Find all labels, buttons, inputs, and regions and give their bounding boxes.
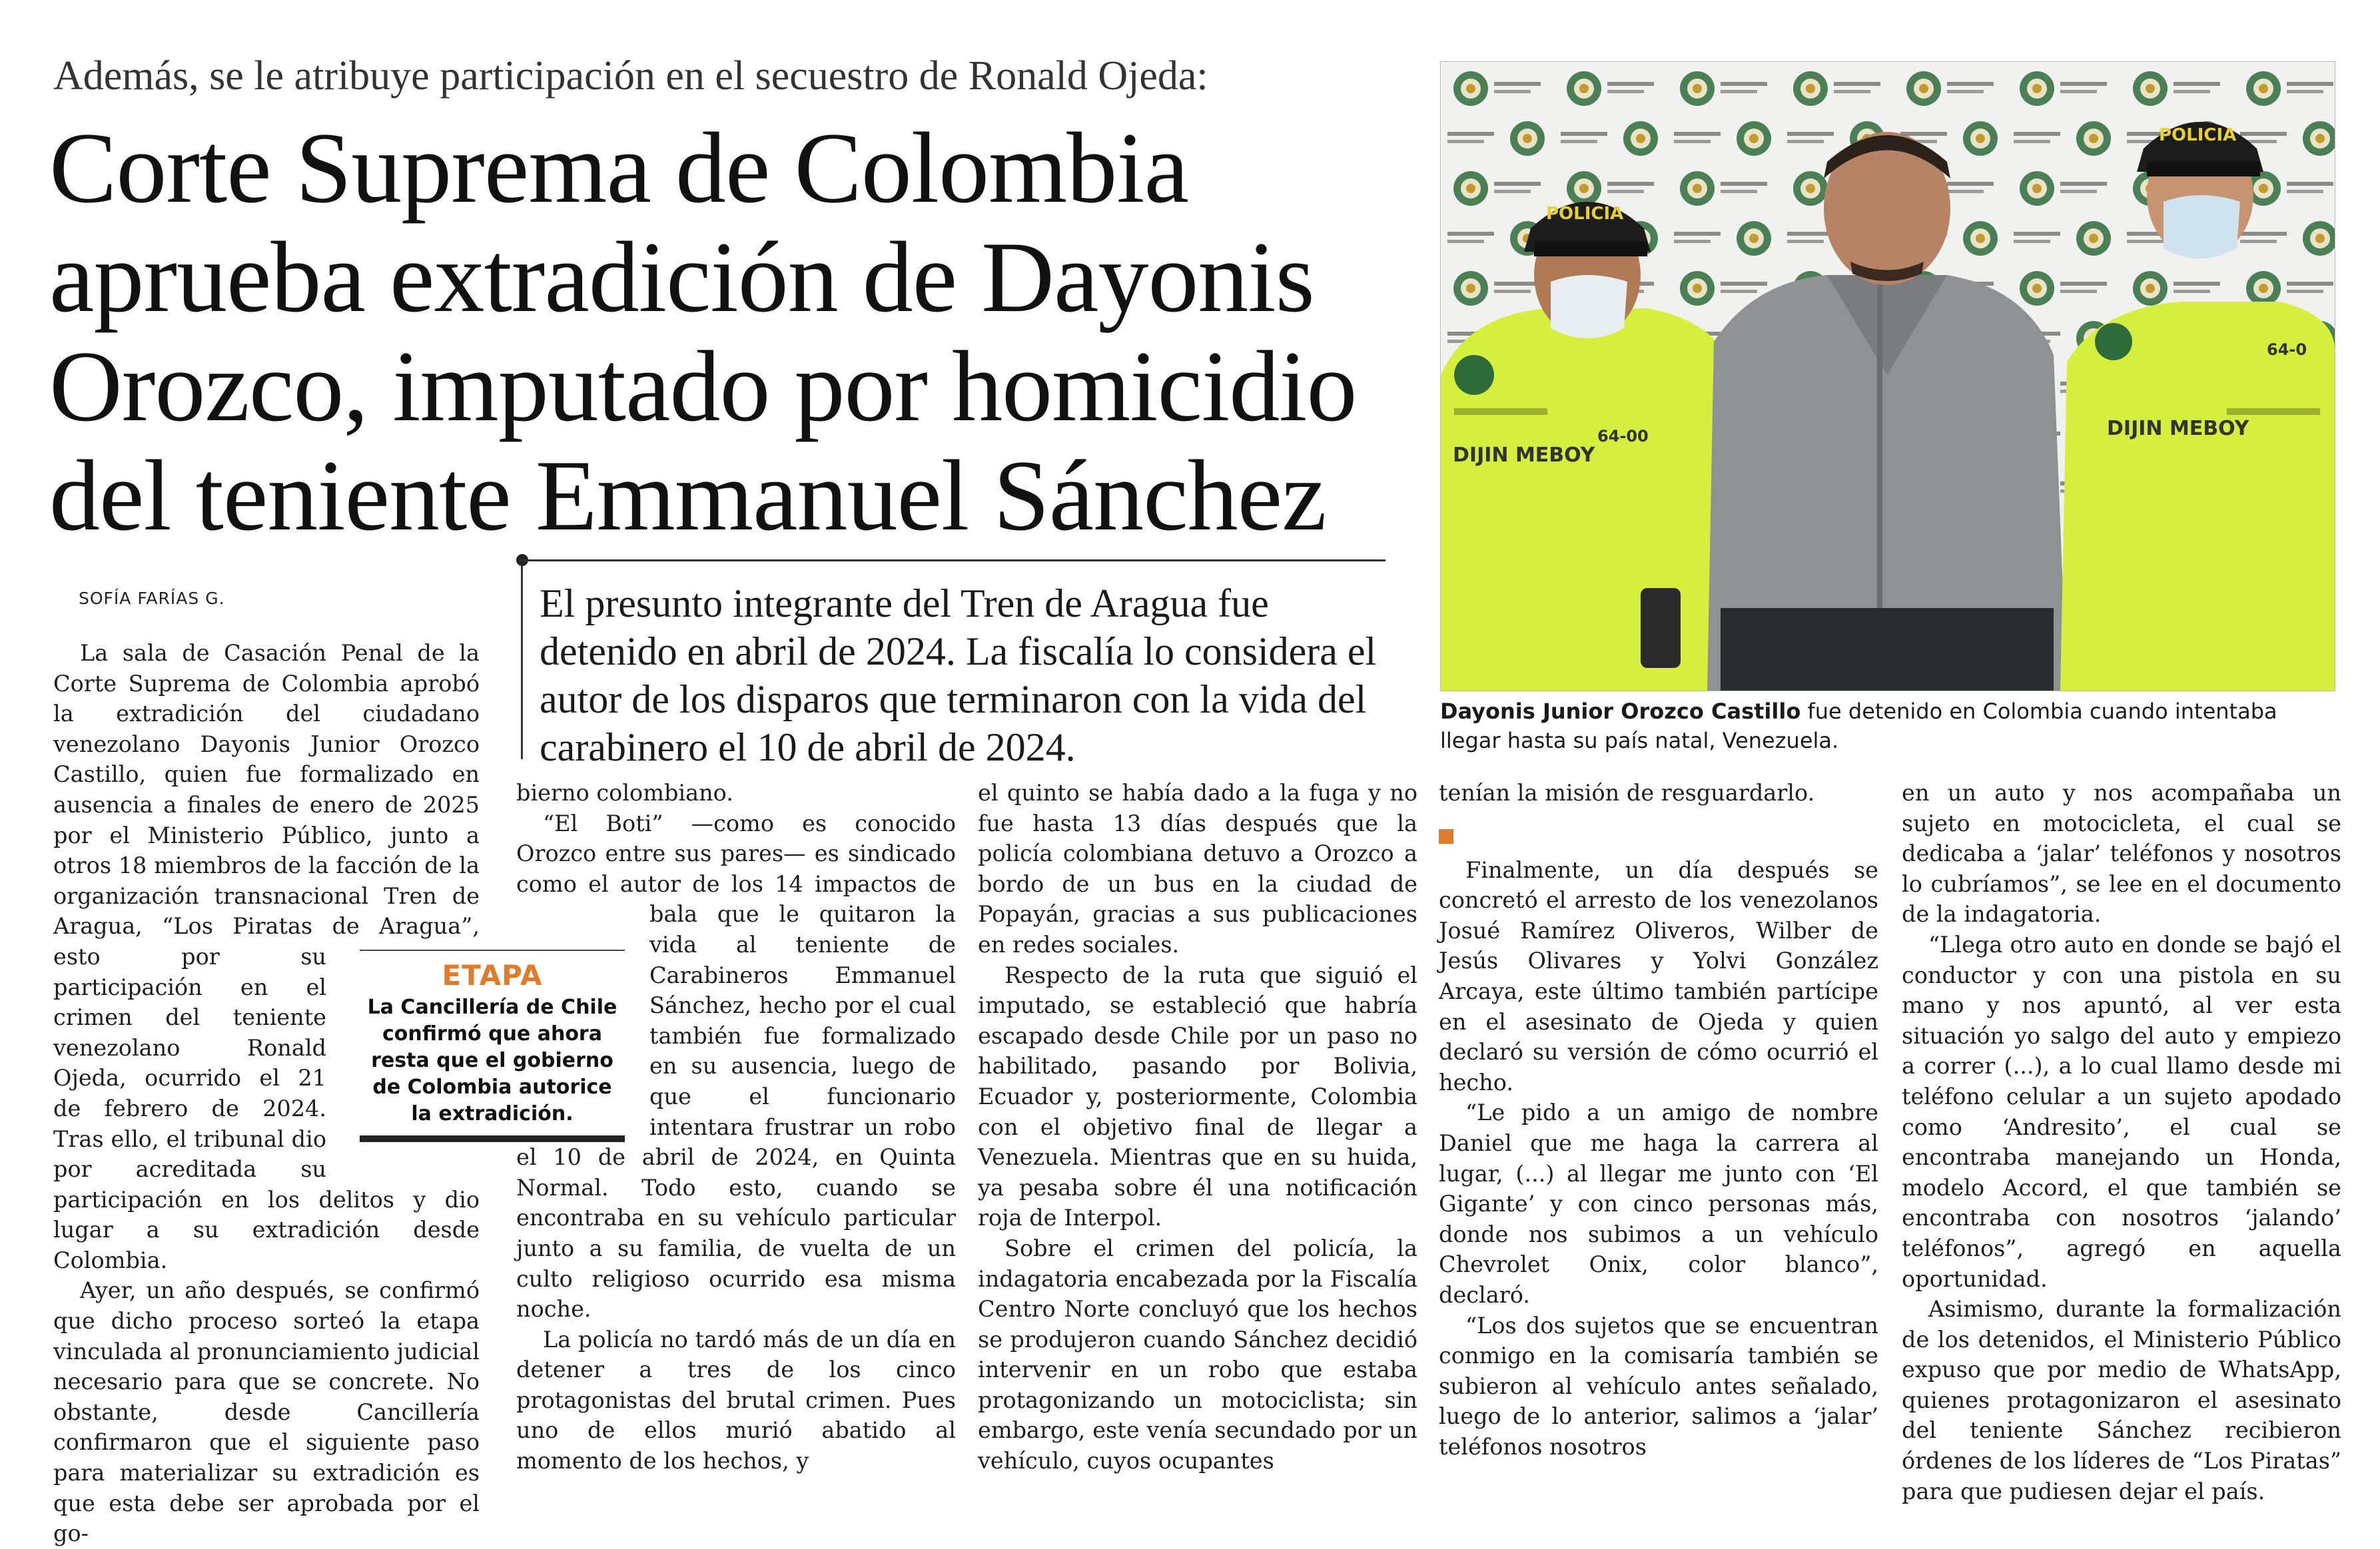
body-paragraph: “El Boti” —como es conocido Orozco entre sus pares— es sindicado como el autor de los 14 impactos de bala que le quitaron la vida al teniente de Carabineros Emmanuel Sánchez, hecho por el cual también fue formalizado en su ausencia, luego de que el funcionario intentara frustrar un robo el 10 de abril de 2024, en Quinta Normal. Todo esto, cuando se encontraba en su vehículo particular junto a su familia, de vuelta de un culto religioso ocurrido esa misma noche. <box>516 810 956 1323</box>
body-paragraph: Ayer, un año después, se confirmó que dicho proceso sorteó la etapa vinculada al pronunciamiento judicial necesario para que se concrete. No obstante, desde Cancillería confirmaron que el siguiente paso para materializar su extradición es que esta debe ser aprobada por el go- <box>53 1277 480 1547</box>
svg-text:POLICIA: POLICIA <box>2159 125 2237 145</box>
svg-text:DIJIN MEBOY: DIJIN MEBOY <box>2107 417 2249 440</box>
body-paragraph: Respecto de la ruta que siguió el imputado, se estableció que habría escapado desde Chile por un paso no habilitado, pasando por Bolivia, Ecuador y, posteriormente, Colombia con el objetivo final de llegar a Venezuela. Mientras que en su huida, ya pesaba sobre él una notificación roja de Interpol. <box>978 962 1417 1231</box>
svg-text:64-0: 64-0 <box>2267 340 2307 359</box>
lead-vertical-rule <box>521 566 523 759</box>
lead-paragraph: El presunto integrante del Tren de Aragua fue detenido en abril de 2024. La fiscalía lo considera el autor de los disparos que terminaron con la vida del carabinero el 10 de abril de 2024. <box>540 581 1377 769</box>
lead-rule <box>520 559 1386 561</box>
body-paragraph: el quinto se había dado a la fuga y no fue hasta 13 días después que la policía colombiana detuvo a Orozco a bordo de un bus en la ciudad de Popayán, gracias a sus publicaciones en redes sociales. <box>978 780 1417 958</box>
body-paragraph: Asimismo, durante la formalización de los detenidos, el Ministerio Público expuso que por medio de WhatsApp, quienes protagonizaron el asesinato del teniente Sánchez recibieron órdenes de los líderes de “Los Piratas” para que pudiesen dejar el país. <box>1902 1296 2342 1504</box>
news-photo <box>1440 61 2335 691</box>
svg-text:DIJIN MEBOY: DIJIN MEBOY <box>1453 444 1595 467</box>
photo-illustration <box>1441 62 2335 691</box>
caption-name: Dayonis Junior Orozco Castillo <box>1440 699 1801 724</box>
callout-box <box>360 950 625 1142</box>
body-paragraph: Finalmente, un día después se concretó el arresto de los venezolanos Josué Ramírez Oliveros, Wilber de Jesús Olivares y Yolvi González Arcaya, este último también partícipe en el asesinato de Ojeda y quien declaró su versión de cómo ocurrió el hecho. <box>1439 856 1878 1095</box>
body-paragraph: en un auto y nos acompañaba un sujeto en motocicleta, el cual se dedicaba a ‘jalar’ teléfonos y nosotros lo cubríamos”, se lee en el documento de la indagatoria. <box>1902 780 2341 928</box>
svg-text:64-00: 64-00 <box>1597 427 1649 446</box>
body-column-5 <box>1902 778 2342 1504</box>
headline: Corte Suprema de Colombia aprueba extradición de Dayonis Orozco, imputado por homicidio del teniente Emmanuel Sánchez <box>49 112 1357 551</box>
body-paragraph: La policía no tardó más de un día en detener a tres de los cinco protagonistas del brutal crimen. Pues uno de ellos murió abatido al momento de los hechos, y <box>516 1326 956 1474</box>
kicker: Además, se le atribuye participación en el secuestro de Ronald Ojeda: <box>53 53 1208 99</box>
body-column-3 <box>978 778 1417 1474</box>
photo-caption <box>1440 697 2334 755</box>
body-paragraph: La sala de Casación Penal de la Corte Suprema de Colombia aprobó la extradición del ciudadano venezolano Dayonis Junior Orozco Castillo, quien fue formalizado en ausencia a finales de enero de 2025 por el Ministerio Público, junto a otros 18 miembros de la facción de la organización transnacional Tren de Aragua, “Los Piratas de Aragua”, esto por su participación en el crimen del teniente venezolano Ronald Ojeda, ocurrido el 21 de febrero de 2024. Tras ello, el tribunal dio por acreditada su participación en los delitos y dio lugar a su extradición desde Colombia. <box>53 640 480 1273</box>
body-paragraph: tenían la misión de resguardarlo. <box>1439 780 1815 806</box>
body-paragraph: “Los dos sujetos que se encuentran conmigo en la comisaría también se subieron al vehículo antes señalado, luego de lo anterior, salimos a ‘jalar’ teléfonos nosotros <box>1439 1312 1878 1460</box>
svg-text:POLICIA: POLICIA <box>1546 204 1624 224</box>
body-paragraph: “Llega otro auto en donde se bajó el conductor y con una pistola en su mano y nos apuntó, al ver esta situación yo salgo del auto y empiezo a correr (...), a lo cual llamo desde mi teléfono celular a un sujeto apodado como ‘Andresito’, el cual se encontraba manejando un Honda, modelo Accord, el que también se encontraba con nosotros ‘jalando’ teléfonos”, agregó en aquella oportunidad. <box>1902 931 2341 1292</box>
body-column-4 <box>1439 778 1878 1460</box>
callout-label: ETAPA <box>442 959 543 992</box>
body-paragraph: bierno colombiano. <box>516 780 733 806</box>
body-paragraph: “Le pido a un amigo de nombre Daniel que me haga la carrera al lugar, (...) al llegar me junto con ‘El Gigante’ y con cinco personas más, donde nos subimos a un vehículo Chevrolet Onix, color blanco”, declaró. <box>1439 1099 1878 1308</box>
caption-text: fue detenido en Colombia cuando intentaba llegar hasta su país natal, Venezuela. <box>1440 699 2277 753</box>
subheading <box>1439 822 1878 851</box>
callout-text: La Cancillería de Chile confirmó que ahora resta que el gobierno de Colombia autorice la extradición. <box>367 996 617 1125</box>
byline: SOFÍA FARÍAS G. <box>79 589 225 608</box>
subheading-marker <box>1439 829 1453 844</box>
body-paragraph: Sobre el crimen del policía, la indagatoria encabezada por la Fiscalía Centro Norte concluyó que los hechos se produjeron cuando Sánchez decidió intervenir en un robo que estaba protagonizando un motociclista; sin embargo, este venía secundado por un vehículo, cuyos ocupantes <box>978 1235 1417 1474</box>
